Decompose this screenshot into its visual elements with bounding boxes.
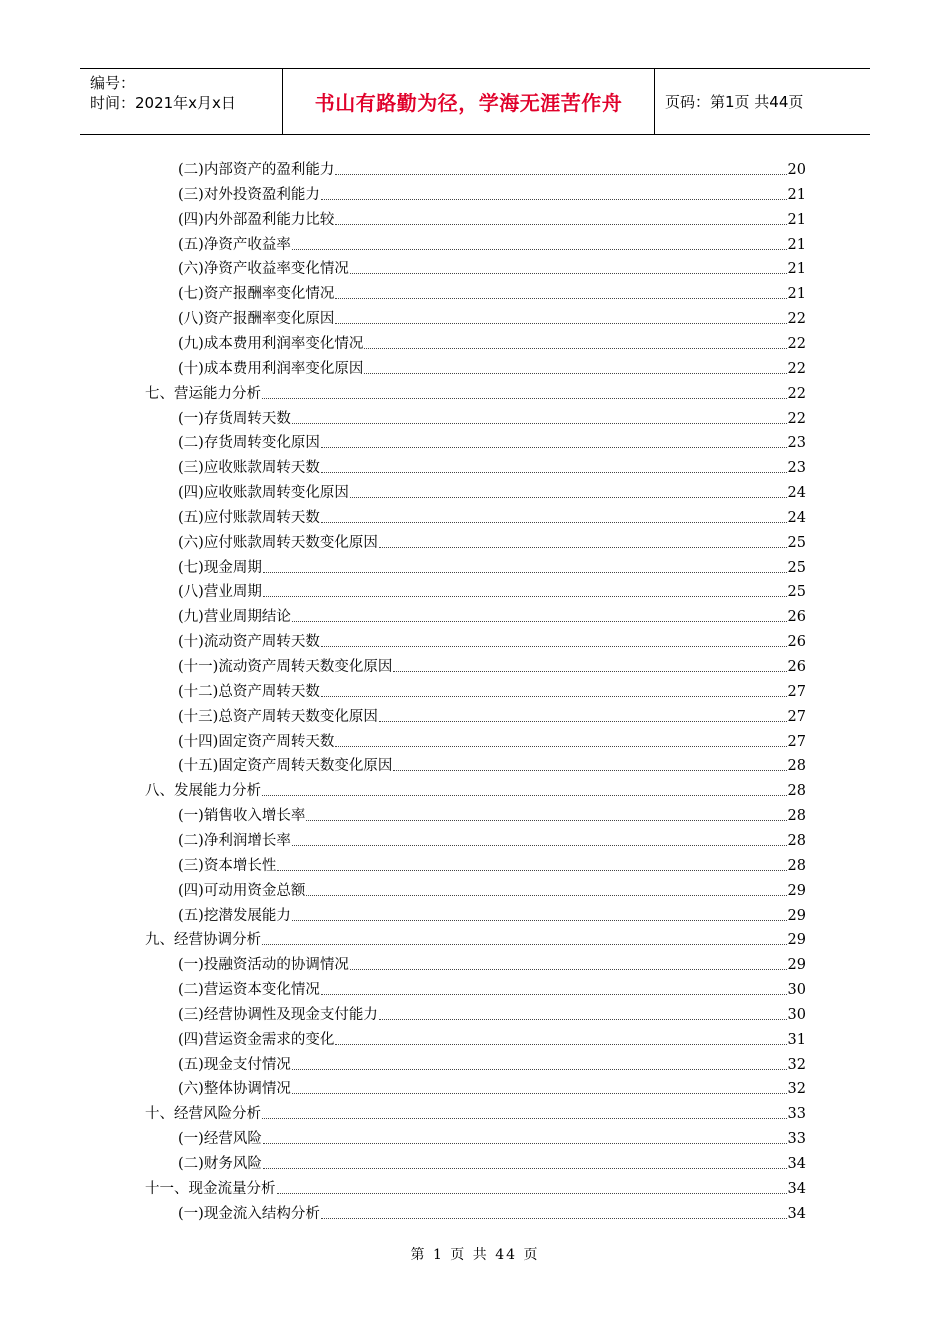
toc-entry-label: (二)内部资产的盈利能力 xyxy=(178,162,335,178)
toc-leader-dots xyxy=(335,323,786,324)
toc-entry-page: 23 xyxy=(787,460,806,477)
toc-entry[interactable] xyxy=(178,680,806,704)
page-footer: 第 1 页 共 44 页 xyxy=(410,1247,540,1263)
toc-entry-label: 十一、现金流量分析 xyxy=(145,1180,276,1197)
toc-leader-dots xyxy=(263,1168,787,1169)
toc-entry-page: 25 xyxy=(787,534,806,551)
toc-leader-dots xyxy=(321,472,787,473)
toc-leader-dots xyxy=(393,770,786,771)
toc-entry-page: 32 xyxy=(787,1056,806,1073)
toc-entry-page: 27 xyxy=(787,683,806,700)
toc-entry-label: (八)营业周期 xyxy=(178,584,262,601)
toc-entry-label: (五)净资产收益率 xyxy=(178,236,291,253)
toc-entry-page: 29 xyxy=(787,957,806,974)
toc-leader-dots xyxy=(321,1218,787,1219)
toc-entry-page: 27 xyxy=(787,708,806,725)
document-time: 时间：2021年x月x日 xyxy=(90,94,236,112)
toc-entry-page: 25 xyxy=(787,559,806,576)
toc-entry-label: (七)资产报酬率变化情况 xyxy=(178,286,335,303)
toc-entry[interactable] xyxy=(178,407,806,431)
toc-entry-page: 22 xyxy=(787,410,806,427)
toc-entry[interactable] xyxy=(178,953,806,977)
toc-entry[interactable] xyxy=(178,730,806,754)
toc-entry-page: 34 xyxy=(787,1156,806,1172)
toc-entry-label: (二)存货周转变化原因 xyxy=(178,435,320,452)
toc-entry-page: 34 xyxy=(787,1180,806,1197)
toc-entry[interactable] xyxy=(178,854,806,878)
toc-leader-dots xyxy=(292,920,787,921)
toc-entry-page: 26 xyxy=(787,634,806,651)
toc-entry-page: 27 xyxy=(787,733,806,750)
toc-entry-label: (十五)固定资产周转天数变化原因 xyxy=(178,758,393,775)
toc-entry-page: 22 xyxy=(787,385,806,402)
toc-entry-label: 十、经营风险分析 xyxy=(145,1106,261,1123)
toc-entry-label: (四)可动用资金总额 xyxy=(178,882,306,899)
toc-entry-label: (六)整体协调情况 xyxy=(178,1081,291,1098)
toc-entry[interactable] xyxy=(178,1053,806,1077)
toc-entry[interactable] xyxy=(178,978,806,1002)
toc-entry[interactable] xyxy=(178,431,806,455)
toc-entry-page: 32 xyxy=(787,1081,806,1098)
toc-leader-dots xyxy=(262,1118,787,1119)
toc-leader-dots xyxy=(292,249,787,250)
toc-leader-dots xyxy=(277,870,786,871)
toc-leader-dots xyxy=(335,174,786,175)
toc-entry[interactable] xyxy=(145,1102,806,1126)
toc-entry[interactable] xyxy=(145,382,806,406)
toc-entry-label: (三)应收账款周转天数 xyxy=(178,460,320,477)
toc-entry-label: (十)流动资产周转天数 xyxy=(178,634,320,651)
toc-entry[interactable] xyxy=(178,282,806,306)
toc-entry-label: (四)内外部盈利能力比较 xyxy=(178,211,335,228)
toc-leader-dots xyxy=(321,447,787,448)
toc-entry-page: 29 xyxy=(787,907,806,924)
toc-leader-dots xyxy=(335,298,786,299)
toc-leader-dots xyxy=(350,969,787,970)
toc-leader-dots xyxy=(379,547,787,548)
toc-entry-page: 28 xyxy=(787,857,806,874)
toc-entry[interactable] xyxy=(178,506,806,530)
toc-leader-dots xyxy=(292,845,787,846)
toc-entry-label: 八、发展能力分析 xyxy=(145,783,261,800)
toc-entry[interactable] xyxy=(178,531,806,555)
toc-entry[interactable] xyxy=(178,456,806,480)
toc-leader-dots xyxy=(263,1143,787,1144)
toc-entry-label: (三)对外投资盈利能力 xyxy=(178,186,320,203)
toc-entry[interactable] xyxy=(178,1202,806,1226)
toc-entry-page: 28 xyxy=(787,783,806,800)
toc-entry-page: 22 xyxy=(787,360,806,377)
toc-entry[interactable] xyxy=(178,307,806,331)
toc-entry-page: 20 xyxy=(787,162,806,178)
toc-leader-dots xyxy=(321,646,787,647)
toc-entry-label: (六)净资产收益率变化情况 xyxy=(178,261,349,278)
toc-entry[interactable] xyxy=(178,233,806,257)
toc-entry[interactable] xyxy=(178,605,806,629)
toc-entry-page: 34 xyxy=(787,1205,806,1222)
toc-entry-page: 21 xyxy=(787,211,806,228)
toc-leader-dots xyxy=(321,696,787,697)
toc-leader-dots xyxy=(350,497,787,498)
toc-entry-page: 26 xyxy=(787,659,806,675)
toc-leader-dots xyxy=(364,348,786,349)
toc-entry-page: 33 xyxy=(787,1131,806,1148)
toc-entry-label: (二)营运资本变化情况 xyxy=(178,982,320,999)
toc-entry-label: (三)经营协调性及现金支付能力 xyxy=(178,1006,378,1023)
toc-entry-page: 22 xyxy=(787,311,806,328)
toc-entry[interactable] xyxy=(178,804,806,828)
toc-entry-label: (五)现金支付情况 xyxy=(178,1056,291,1073)
toc-entry-label: (一)存货周转天数 xyxy=(178,410,291,427)
toc-entry-label: (五)挖潜发展能力 xyxy=(178,907,291,924)
toc-entry[interactable] xyxy=(178,1003,806,1027)
toc-entry[interactable] xyxy=(178,1152,806,1176)
toc-entry-label: 七、营运能力分析 xyxy=(145,385,261,402)
toc-leader-dots xyxy=(321,522,787,523)
header-page-info: 页码：第1页 共44页 xyxy=(665,93,804,111)
toc-entry[interactable] xyxy=(178,332,806,356)
toc-entry-label: (十四)固定资产周转天数 xyxy=(178,733,335,750)
toc-entry-label: (一)投融资活动的协调情况 xyxy=(178,957,349,974)
toc-entry[interactable] xyxy=(178,655,806,679)
toc-entry-label: (五)应付账款周转天数 xyxy=(178,509,320,526)
toc-entry[interactable] xyxy=(178,556,806,580)
toc-leader-dots xyxy=(379,1019,787,1020)
toc-entry[interactable] xyxy=(178,357,806,381)
header-meta xyxy=(80,69,283,134)
toc-entry-label: (二)净利润增长率 xyxy=(178,832,291,849)
toc-entry-label: (八)资产报酬率变化原因 xyxy=(178,311,335,328)
toc-entry-page: 28 xyxy=(787,808,806,825)
toc-entry-page: 26 xyxy=(787,609,806,626)
toc-leader-dots xyxy=(263,596,787,597)
toc-leader-dots xyxy=(292,1093,787,1094)
toc-entry-page: 24 xyxy=(787,509,806,526)
toc-entry[interactable] xyxy=(178,257,806,281)
toc-entry[interactable] xyxy=(178,630,806,654)
toc-leader-dots xyxy=(306,895,786,896)
toc-entry-page: 29 xyxy=(787,932,806,949)
toc-entry-page: 31 xyxy=(787,1031,806,1048)
toc-leader-dots xyxy=(335,1044,786,1045)
toc-entry[interactable] xyxy=(178,1077,806,1101)
toc-leader-dots xyxy=(292,1069,787,1070)
toc-entry[interactable] xyxy=(145,779,806,803)
toc-entry-page: 30 xyxy=(787,1006,806,1023)
toc-entry-label: (一)现金流入结构分析 xyxy=(178,1205,320,1222)
toc-leader-dots xyxy=(292,423,787,424)
toc-entry-page: 28 xyxy=(787,758,806,775)
toc-leader-dots xyxy=(277,1193,787,1194)
toc-entry-label: 九、经营协调分析 xyxy=(145,932,261,949)
toc-entry[interactable] xyxy=(178,904,806,928)
toc-entry-label: (十)成本费用利润率变化原因 xyxy=(178,360,364,377)
toc-entry-label: (十三)总资产周转天数变化原因 xyxy=(178,708,378,725)
toc-entry[interactable] xyxy=(178,1127,806,1151)
toc-entry[interactable] xyxy=(178,754,806,778)
toc-entry-label: (四)营运资金需求的变化 xyxy=(178,1031,335,1048)
toc-entry-label: (十二)总资产周转天数 xyxy=(178,683,320,700)
toc-entry-page: 21 xyxy=(787,286,806,303)
toc-leader-dots xyxy=(263,572,787,573)
toc-entry-label: (七)现金周期 xyxy=(178,559,262,576)
toc-leader-dots xyxy=(321,994,787,995)
toc-leader-dots xyxy=(379,721,787,722)
toc-leader-dots xyxy=(292,621,787,622)
toc-leader-dots xyxy=(306,820,786,821)
toc-entry[interactable] xyxy=(178,208,806,232)
toc-entry[interactable] xyxy=(145,928,806,952)
toc-leader-dots xyxy=(335,746,786,747)
toc-entry[interactable] xyxy=(145,1177,806,1201)
toc-entry-label: (十一)流动资产周转天数变化原因 xyxy=(178,659,393,675)
document-number: 编号： xyxy=(90,74,136,92)
toc-leader-dots xyxy=(364,373,786,374)
toc-entry-page: 28 xyxy=(787,832,806,849)
toc-entry[interactable] xyxy=(178,705,806,729)
toc-entry-page: 21 xyxy=(787,186,806,203)
toc-entry-page: 25 xyxy=(787,584,806,601)
toc-leader-dots xyxy=(321,199,787,200)
toc-entry[interactable] xyxy=(178,1028,806,1052)
toc-entry-page: 24 xyxy=(787,485,806,502)
toc-leader-dots xyxy=(262,398,787,399)
toc-entry-page: 21 xyxy=(787,236,806,253)
toc-entry[interactable] xyxy=(178,829,806,853)
header-motto: 书山有路勤为径，学海无涯苦作舟 xyxy=(283,69,655,134)
toc-entry[interactable] xyxy=(178,481,806,505)
toc-entry-label: (三)资本增长性 xyxy=(178,857,277,874)
toc-leader-dots xyxy=(393,671,786,672)
toc-entry-page: 22 xyxy=(787,335,806,352)
toc-entry-label: (二)财务风险 xyxy=(178,1156,262,1172)
toc-entry-label: (一)经营风险 xyxy=(178,1131,262,1148)
toc-entry-label: (九)成本费用利润率变化情况 xyxy=(178,335,364,352)
toc-entry-page: 33 xyxy=(787,1106,806,1123)
toc-leader-dots xyxy=(262,795,787,796)
toc-entry-page: 29 xyxy=(787,882,806,899)
toc-entry-label: (一)销售收入增长率 xyxy=(178,808,306,825)
toc-leader-dots xyxy=(262,944,787,945)
toc-entry[interactable] xyxy=(178,879,806,903)
toc-entry-label: (六)应付账款周转天数变化原因 xyxy=(178,534,378,551)
toc-entry-page: 30 xyxy=(787,982,806,999)
toc-entry-label: (九)营业周期结论 xyxy=(178,609,291,626)
toc-leader-dots xyxy=(335,224,786,225)
toc-entry[interactable] xyxy=(178,183,806,207)
toc-leader-dots xyxy=(350,273,787,274)
page-header xyxy=(80,68,870,135)
toc-entry[interactable] xyxy=(178,580,806,604)
toc-entry-page: 21 xyxy=(787,261,806,278)
toc-entry-page: 23 xyxy=(787,435,806,452)
toc-entry-label: (四)应收账款周转变化原因 xyxy=(178,485,349,502)
toc-entry[interactable] xyxy=(178,158,806,182)
